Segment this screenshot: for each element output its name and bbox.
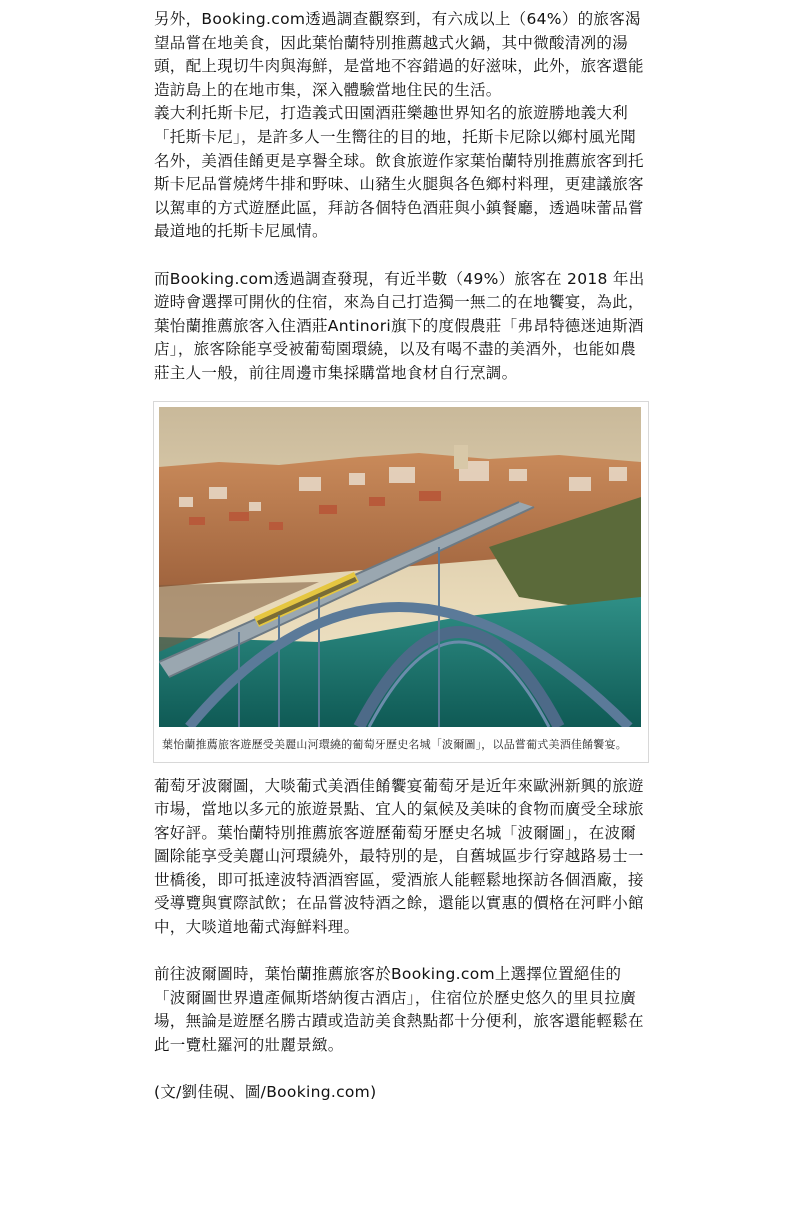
paragraph-spacer bbox=[154, 1058, 648, 1082]
figure-caption: 葉怡蘭推薦旅客遊歷受美麗山河環繞的葡萄牙歷史名城「波爾圖」，以品嘗葡式美酒佳餚饗宴。 bbox=[162, 737, 627, 751]
paragraph-spacer bbox=[154, 940, 648, 964]
article-credit: (文/劉佳硯、圖/Booking.com) bbox=[154, 1083, 377, 1102]
porto-bridge-photo bbox=[159, 407, 641, 727]
article-paragraph: 前往波爾圖時，葉怡蘭推薦旅客於Booking.com上選擇位置絕佳的「波爾圖世界遺產佩斯塔納復古酒店」，住宿位於歷史悠久的里貝拉廣場，無論是遊歷名勝古蹟或造訪美食熱點都十分便利，旅客還能輕鬆在此一覽杜羅河的壯麗景緻。 bbox=[154, 965, 644, 1055]
article-paragraph: 而Booking.com透過調查發現，有近半數（49%）旅客在 2018 年出遊時會選擇可開伙的住宿，來為自己打造獨一無二的在地饗宴，為此，葉怡蘭推薦旅客入住酒莊Antinori旗下的度假農莊「弗昂特德迷迪斯酒店」，旅客除能享受被葡萄園環繞，以及有喝不盡的美酒外，也能如農莊主人一般，前往周邊市集採購當地食材自行烹調。 bbox=[154, 269, 645, 382]
article-paragraph: 義大利托斯卡尼，打造義式田園酒莊樂趣世界知名的旅遊勝地義大利「托斯卡尼」，是許多人一生嚮往的目的地，托斯卡尼除以鄉村風光聞名外，美酒佳餚更是享譽全球。飲食旅遊作家葉怡蘭特別推薦旅客到托斯卡尼品嘗燒烤牛排和野味、山豬生火腿與各色鄉村料理，更建議旅客以駕車的方式遊歷此區，拜訪各個特色酒莊與小鎮餐廳，透過味蕾品嘗最道地的托斯卡尼風情。 bbox=[154, 104, 644, 241]
article-paragraph: 葡萄牙波爾圖，大啖葡式美酒佳餚饗宴葡萄牙是近年來歐洲新興的旅遊市場，當地以多元的旅遊景點、宜人的氣候及美味的食物而廣受全球旅客好評。葉怡蘭特別推薦旅客遊歷葡萄牙歷史名城「波爾圖」，在波爾圖除能享受美麗山河環繞外，最特別的是，自舊城區步行穿越路易士一世橋後，即可抵達波特酒酒窖區，愛酒旅人能輕鬆地探訪各個酒廠，接受導覽與實際試飲；在品嘗波特酒之餘，還能以實惠的價格在河畔小館中，大啖道地葡式海鮮料理。 bbox=[154, 776, 644, 937]
article-body bbox=[154, 8, 648, 1105]
paragraph-spacer bbox=[154, 244, 648, 268]
article-paragraph: 另外，Booking.com透過調查觀察到，有六成以上（64%）的旅客渴望品嘗在地美食，因此葉怡蘭特別推薦越式火鍋，其中微酸清冽的湯頭，配上現切牛肉與海鮮，是當地不容錯過的好滋味，此外，旅客還能造訪島上的在地市集，深入體驗當地住民的生活。 bbox=[154, 10, 644, 99]
article-figure bbox=[153, 401, 649, 763]
